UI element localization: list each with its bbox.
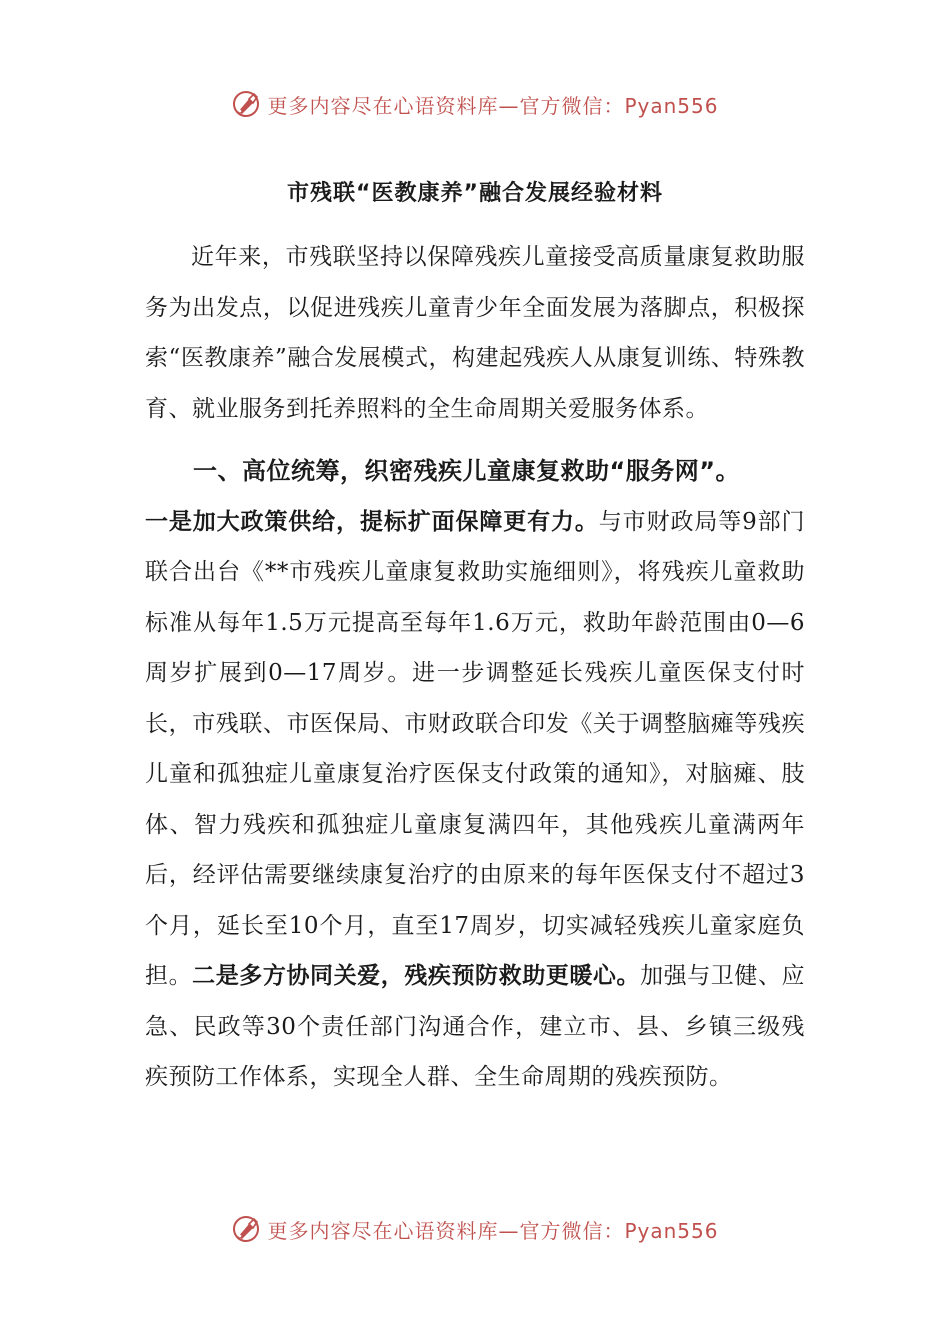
document-title: 市残联“医教康养”融合发展经验材料 [287, 181, 663, 206]
header-banner [0, 84, 950, 124]
intro-paragraph: 近年来，市残联坚持以保障残疾儿童接受高质量康复救助服务为出发点，以促进残疾儿童青少年全面发展为落脚点，积极探索“医教康养”融合发展模式，构建起残疾人从康复训练、特殊教育、就业服务到托养照料的全生命周期关爱服务体系。 [145, 244, 805, 422]
point-1-body: 与市财政局等9部门联合出台《**市残疾儿童康复救助实施细则》，将残疾儿童救助标准从每年1.5万元提高至每年1.6万元，救助年龄范围由0—6周岁扩展到0—17周岁。进一步调整延长残疾儿童医保支付时长，市残联、市医保局、市财政联合印发《关于调整脑瘫等残疾儿童和孤独症儿童康复治疗医保支付政策的通知》，对脑瘫、肢体、智力残疾和孤独症儿童康复满四年，其他残疾儿童满两年后，经评估需要继续康复治疗的由原来的每年医保支付不超过3个月，延长至10个月，直至17周岁，切实减轻残疾儿童家庭负担。 [145, 508, 805, 989]
footer-banner-text: 更多内容尽在心语资料库—官方微信：Pyan556 [267, 1218, 719, 1243]
point-2-lead: 二是多方协同关爱，残疾预防救助更暖心。 [192, 963, 641, 989]
pen-nib-logo-icon [231, 89, 261, 119]
footer-banner [0, 1209, 950, 1249]
pen-nib-logo-icon [231, 1214, 261, 1244]
section-1-paragraph [145, 497, 805, 1103]
section-1-heading: 一、高位统筹，织密残疾儿童康复救助“服务网”。 [193, 457, 741, 485]
document-body [145, 232, 805, 1103]
header-banner-text: 更多内容尽在心语资料库—官方微信：Pyan556 [267, 93, 719, 118]
point-1-lead: 一是加大政策供给，提标扩面保障更有力。 [145, 508, 599, 535]
point-2-body: 加强与卫健、应急、民政等30个责任部门沟通合作，建立市、县、乡镇三级残疾预防工作体系，实现全人群、全生命周期的残疾预防。 [145, 963, 806, 1090]
